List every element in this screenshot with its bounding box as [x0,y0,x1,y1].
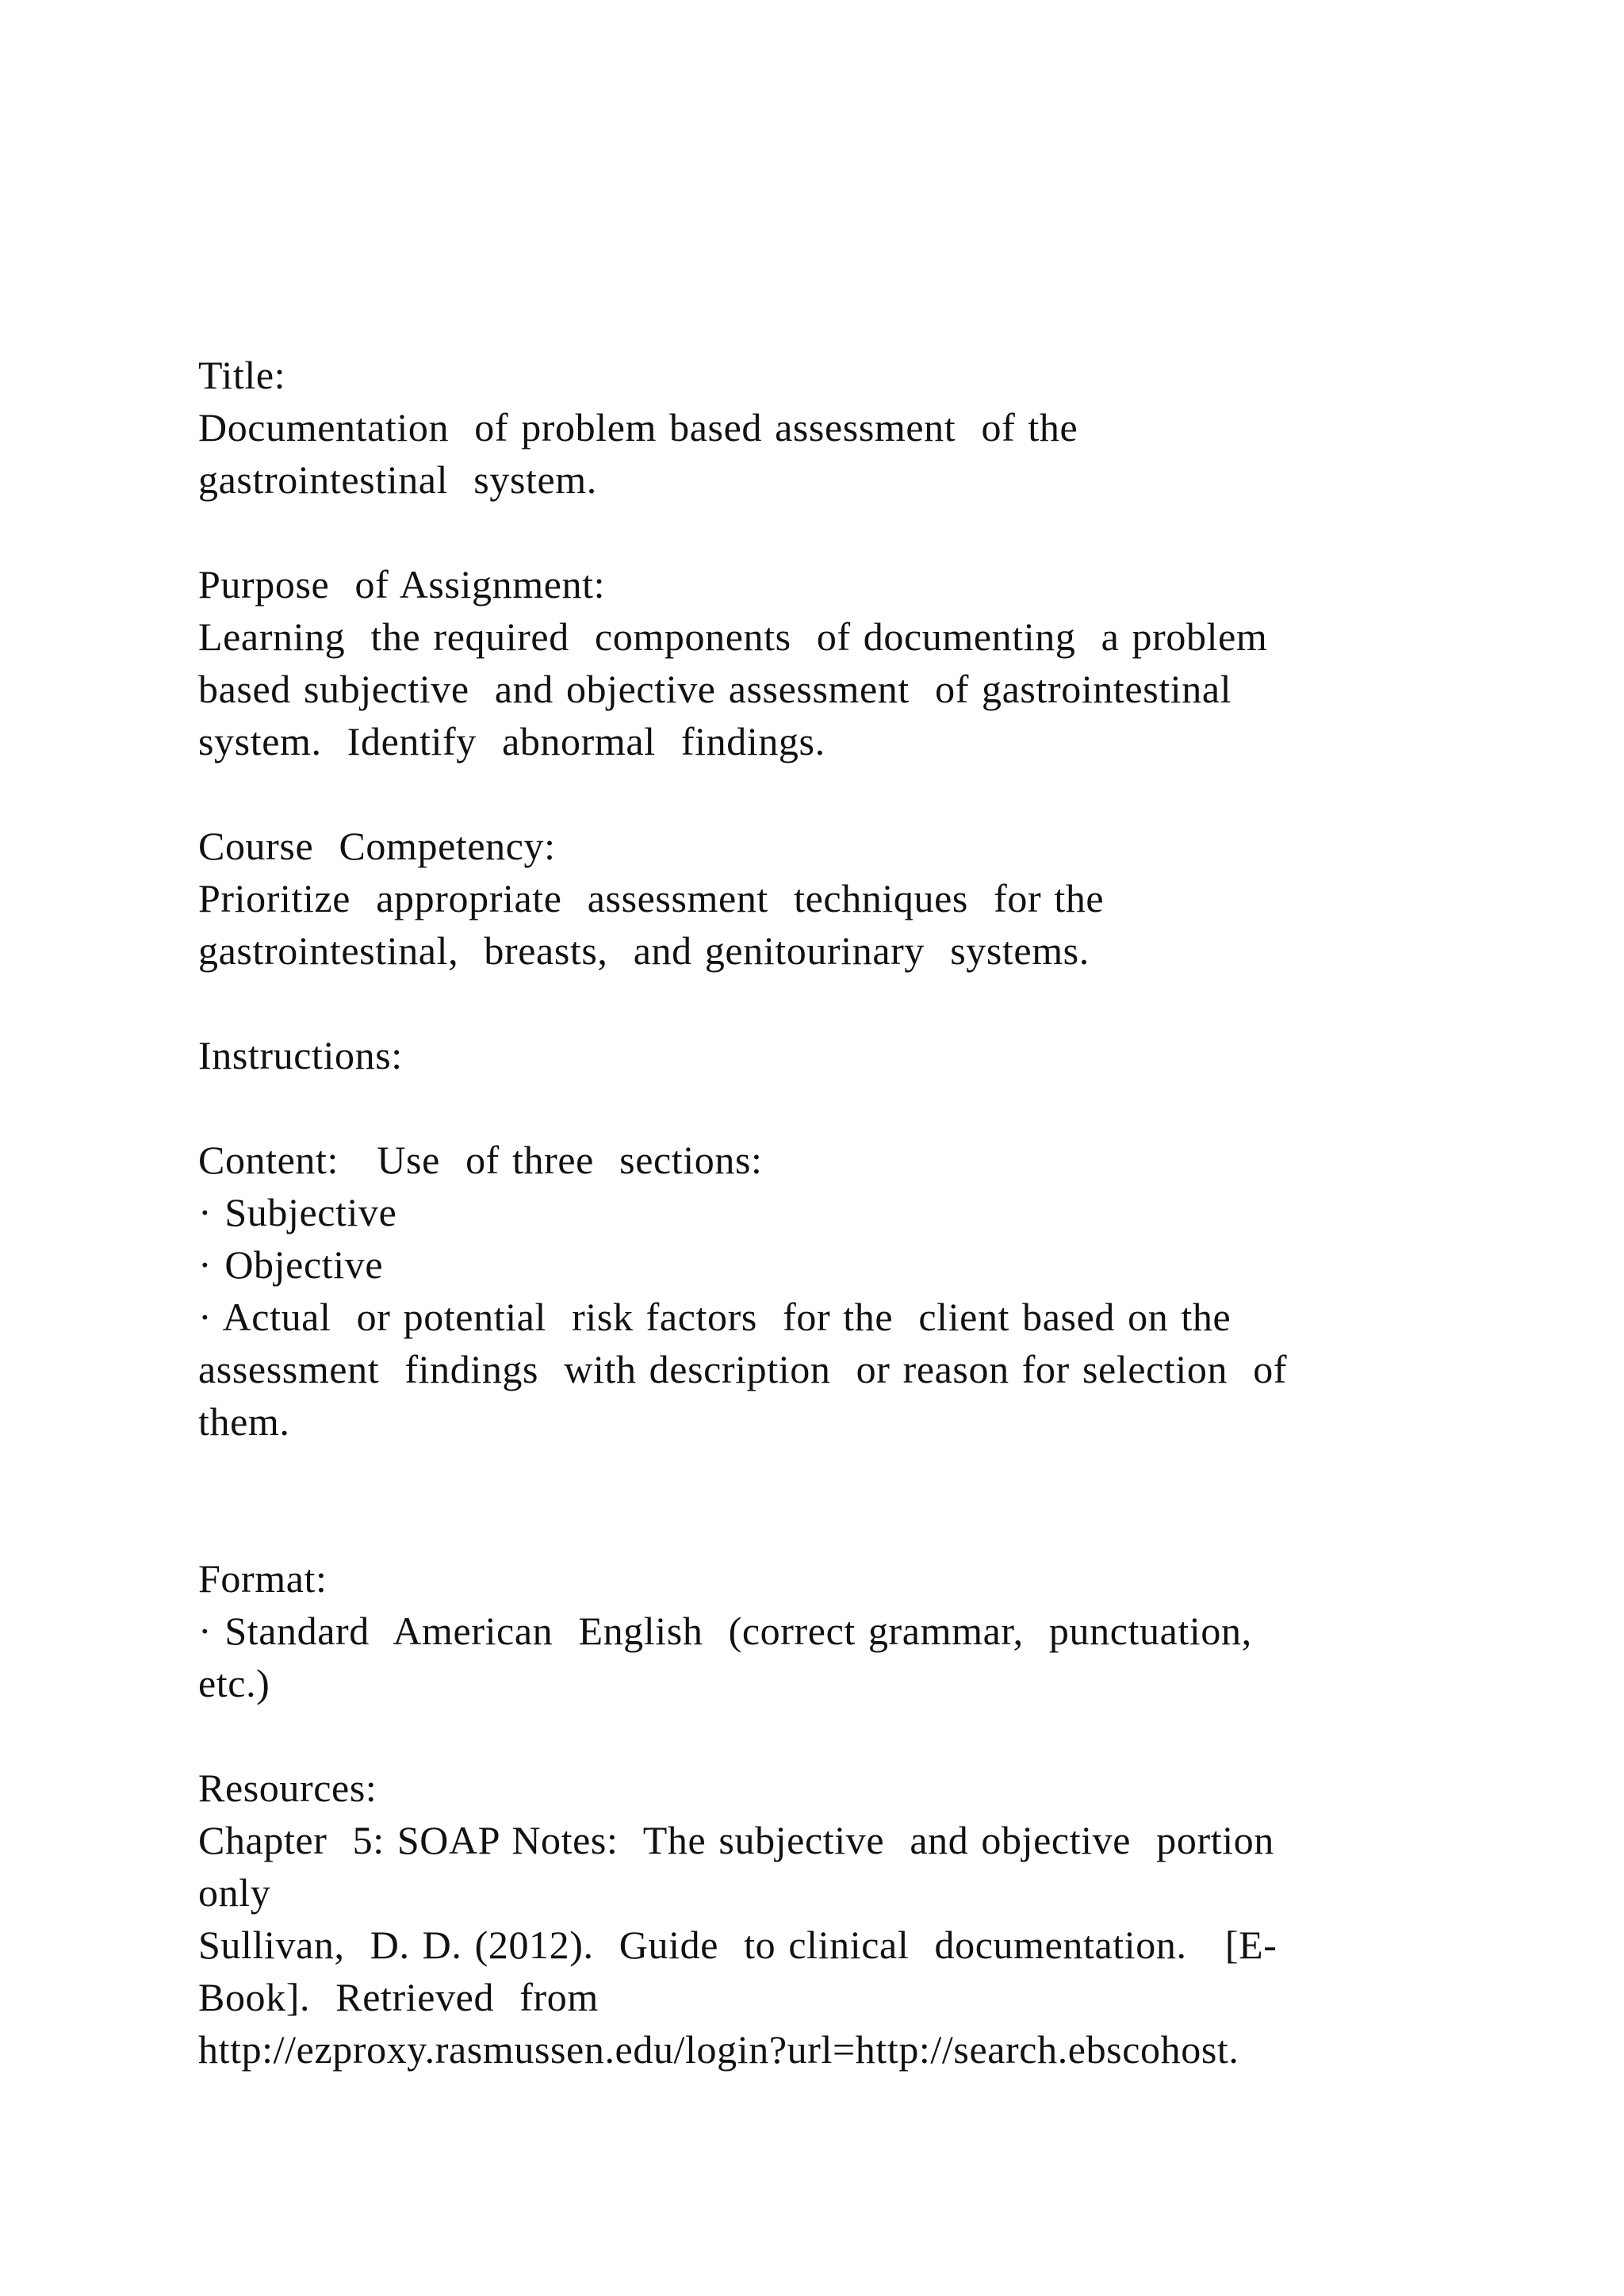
document-body [198,349,1435,2076]
content-continuation-line: them. [198,1399,290,1444]
paragraph-gap [198,1081,1435,1134]
content-list-item: · Subjective [198,1190,397,1234]
competency-line: Prioritize appropriate assessment techniques for the [198,876,1105,920]
title-line: Documentation of problem based assessment of the [198,405,1078,450]
paragraph-gap [198,767,1435,820]
resources-line: Sullivan, D. D. (2012). Guide to clinical documentation. [E- [198,1923,1277,1967]
resources-line: Chapter 5: SOAP Notes: The subjective and objective portion [198,1818,1274,1862]
content-continuation-line: assessment findings with description or reason for selection of [198,1347,1288,1391]
instructions-label: Instructions: [198,1033,403,1077]
resources-label: Resources: [198,1766,377,1810]
purpose-line: Learning the required components of documenting a problem [198,614,1268,659]
paragraph-gap [198,1709,1435,1762]
paragraph-gap [198,1448,1435,1552]
format-line: etc.) [198,1661,270,1705]
paragraph-gap [198,977,1435,1029]
content-list-item: · Actual or potential risk factors for the client based on the [198,1295,1231,1339]
title-label: Title: [198,353,286,397]
purpose-label: Purpose of Assignment: [198,562,606,607]
format-line: · Standard American English (correct grammar, punctuation, [198,1609,1252,1653]
purpose-line: system. Identify abnormal findings. [198,719,825,763]
resources-line: only [198,1870,271,1915]
title-line: gastrointestinal system. [198,457,597,502]
content-label: Content: Use of three sections: [198,1138,763,1182]
paragraph-gap [198,506,1435,558]
content-list-item: · Objective [198,1242,384,1287]
resources-line: Book]. Retrieved from [198,1975,599,2019]
purpose-line: based subjective and objective assessment of gastrointestinal [198,667,1232,711]
competency-label: Course Competency: [198,824,556,868]
format-label: Format: [198,1556,327,1601]
competency-line: gastrointestinal, breasts, and genitourinary systems. [198,928,1090,973]
resources-url-line: http://ezproxy.rasmussen.edu/login?url=http://search.ebscohost. [198,2027,1239,2072]
